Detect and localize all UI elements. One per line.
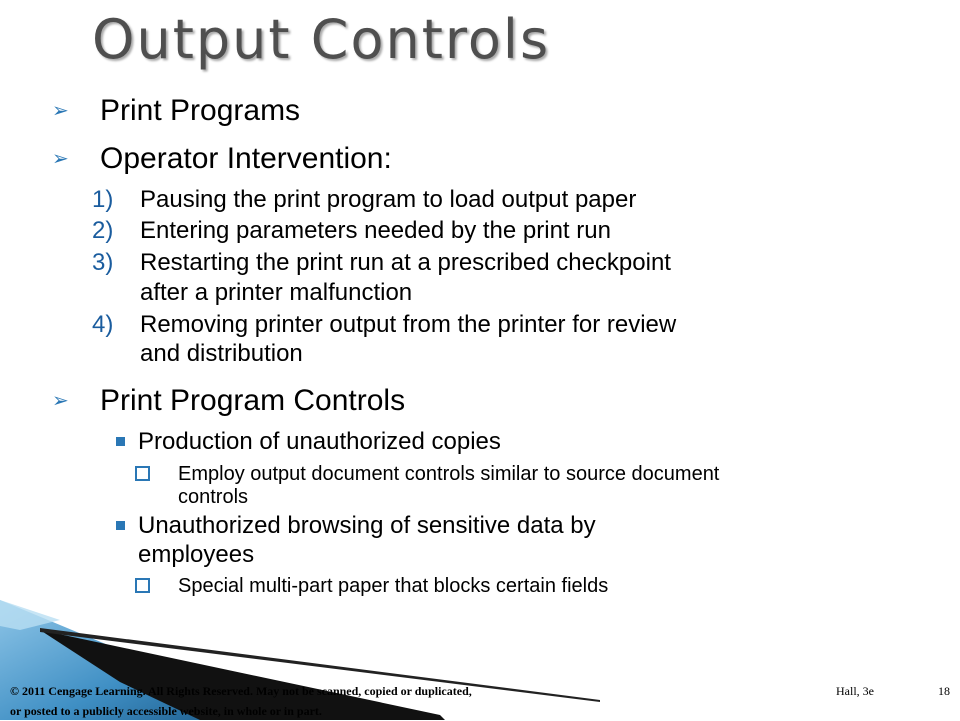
sub-item-text: controls [178,486,249,508]
step-number: 3) [92,249,114,276]
sub-item-text: Special multi-part paper that blocks certain fields [178,575,609,597]
page-number: 18 [938,684,950,698]
step-text: Entering parameters needed by the print run [140,217,611,244]
step-text: Pausing the print program to load output paper [140,186,637,213]
step-text: Restarting the print run at a prescribed checkpoint [140,249,671,276]
step-text: and distribution [140,340,303,367]
arrowhead-bullet-icon: ➢ [52,148,69,170]
copyright-line-1: © 2011 Cengage Learning. All Rights Reserved. May not be scanned, copied or duplicated, [10,684,472,698]
copyright-notice [10,681,472,721]
step-text: after a printer malfunction [140,279,413,306]
step-number: 4) [92,311,114,338]
square-bullet-icon [116,521,125,530]
square-bullet-icon [116,437,125,446]
author-edition: Hall, 3e [836,684,874,698]
arrowhead-bullet-icon: ➢ [52,100,69,122]
hollow-square-bullet-icon [135,466,150,481]
arrowhead-bullet-icon: ➢ [52,390,69,412]
control-text: Production of unauthorized copies [138,428,501,455]
step-number: 2) [92,217,114,244]
copyright-line-2: or posted to a publicly accessible website, in whole or in part. [10,704,322,718]
step-number: 1) [92,186,114,213]
bullet-text: Print Programs [100,94,301,127]
sub-item-text: Employ output document controls similar to source document [178,463,720,485]
slide-title: Output Controls [92,8,551,71]
bullet-text: Operator Intervention: [100,142,392,175]
step-text: Removing printer output from the printer for review [140,311,677,338]
control-text: Unauthorized browsing of sensitive data by [138,512,596,539]
control-text: employees [138,541,255,568]
bullet-text: Print Program Controls [100,384,406,417]
